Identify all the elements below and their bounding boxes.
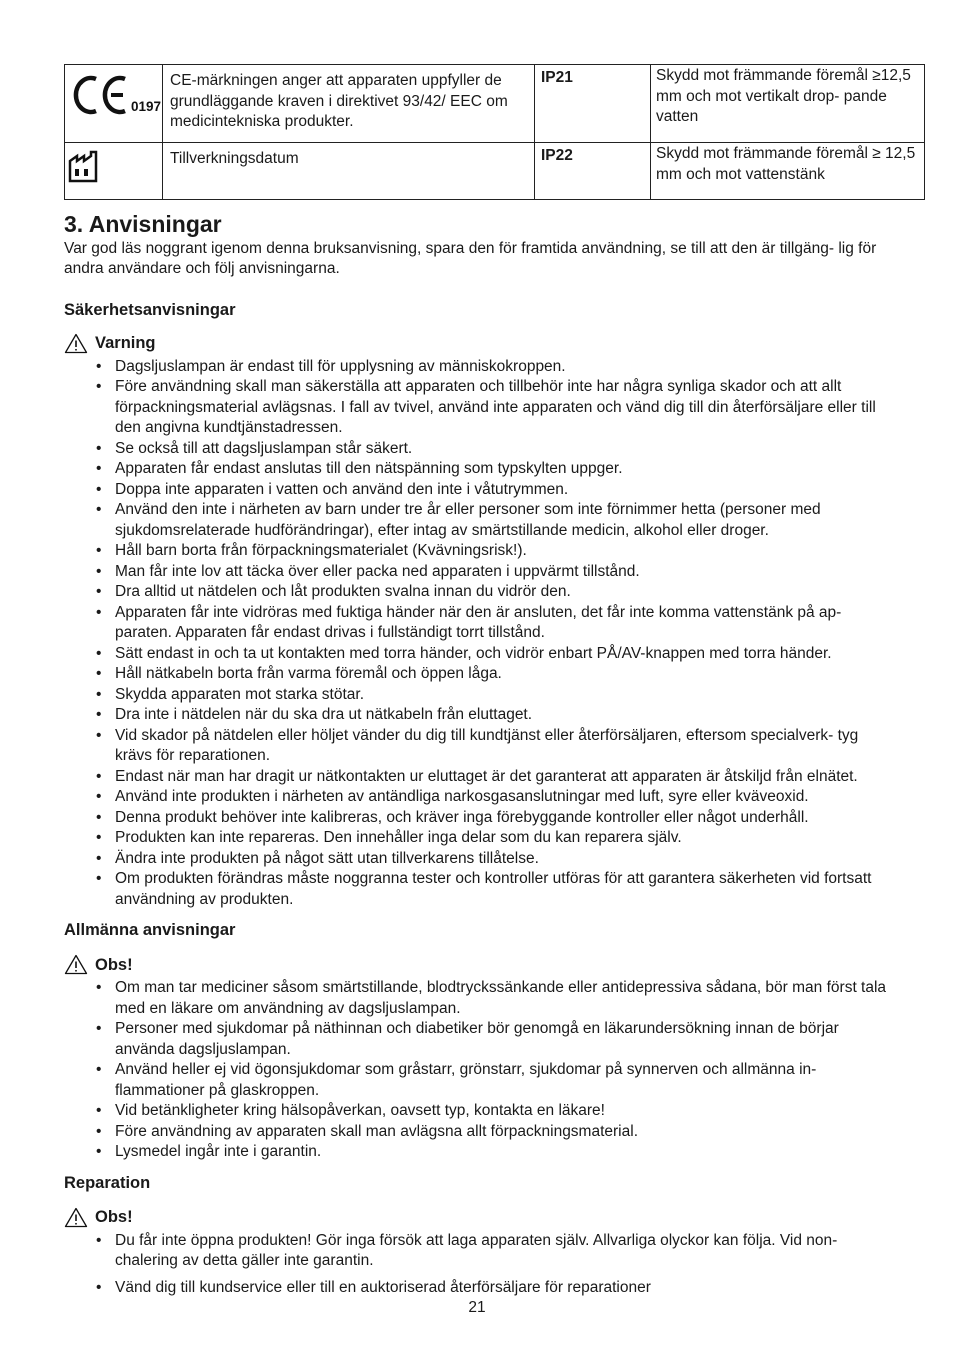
ip-code: IP21 <box>535 65 651 143</box>
list-item: • Dra alltid ut nätdelen och låt produkten svalna innan du vidrör den. <box>64 582 890 603</box>
page-content <box>64 64 916 1298</box>
safety-list <box>64 357 890 911</box>
list-item: • Se också till att dagsljuslampan står säkert. <box>64 439 890 460</box>
list-item: • Apparaten får inte vidröras med fuktiga händer när den är ansluten, det får inte komma vattenstänk på ap- paraten. Apparaten får endast drivas i fullständigt torrt tillstånd. <box>64 603 890 644</box>
list-item: • Doppa inte apparaten i vatten och använd den inte i våtutrymmen. <box>64 480 890 501</box>
ce-description: CE-märkningen anger att apparaten uppfyller de grundläggande kraven i direktivet 93/42/ EEC om medicintekniska produkter. <box>163 65 535 143</box>
list-item: • Vänd dig till kundservice eller till en auktoriserad återförsäljare för reparationer <box>64 1278 890 1299</box>
ce-number: 0197 <box>131 99 162 114</box>
list-item: • Dagsljuslampan är endast till för upplysning av människokroppen. <box>64 357 890 378</box>
list-item: • Håll barn borta från förpackningsmaterialet (Kvävningsrisk!). <box>64 541 890 562</box>
note-label <box>64 1207 890 1228</box>
section-intro: Var god läs noggrant igenom denna bruksanvisning, spara den för framtida användning, se till att den är tillgäng- lig för andra användare och följ anvisningarna. <box>64 239 877 277</box>
list-item: • Håll nätkabeln borta från varma föremål och öppen låga. <box>64 664 890 685</box>
safety-heading: Säkerhetsanvisningar <box>64 300 236 319</box>
general-heading: Allmänna anvisningar <box>64 921 236 939</box>
list-item: • Personer med sjukdomar på näthinnan och diabetiker bör genomgå en läkarundersökning innan de börjar använda dagsljuslampan. <box>64 1019 890 1060</box>
ip-code: IP22 <box>535 143 651 200</box>
note-label-text: Obs! <box>95 955 133 974</box>
list-item: • Om produkten förändras måste noggranna tester och kontroller utföras för att garantera säkerheten vid fortsatt användning av produkten. <box>64 869 890 910</box>
ip-code-description: Skydd mot främmande föremål ≥ 12,5 mm och mot vattenstänk <box>651 143 925 200</box>
list-item: • Lysmedel ingår inte i garantin. <box>64 1142 890 1163</box>
warning-triangle-icon <box>64 333 88 354</box>
list-item: • Du får inte öppna produkten! Gör inga försök att laga apparaten själv. Allvarliga olyckor kan följa. Vid non- chalering av detta gäller inte garantin. <box>64 1231 890 1272</box>
warning-triangle-icon <box>64 1207 88 1228</box>
list-item: • Använd inte produkten i närheten av antändliga narkosgasanslutningar med luft, syre eller kväveoxid. <box>64 787 890 808</box>
list-item: • Dra inte i nätdelen när du ska dra ut nätkabeln från eluttaget. <box>64 705 890 726</box>
list-item: • Produkten kan inte repareras. Den innehåller inga delar som du kan reparera själv. <box>64 828 890 849</box>
list-item: • Endast när man har dragit ur nätkontakten ur eluttaget är det garanterat att apparaten är åtskiljd från elnätet. <box>64 767 890 788</box>
page-number: 21 <box>468 1299 486 1316</box>
repair-list <box>64 1231 890 1299</box>
general-list <box>64 978 890 1163</box>
ce-mark-icon <box>65 65 162 135</box>
symbols-table <box>64 64 925 200</box>
list-item: • Sätt endast in och ta ut kontakten med torra händer, och vidrör enbart PÅ/AV-knappen med torra händer. <box>64 644 890 665</box>
manufacture-date-icon <box>65 143 162 192</box>
manufacture-date-cell <box>65 143 163 200</box>
list-item: • Före användning av apparaten skall man avlägsna allt förpackningsmaterial. <box>64 1122 890 1143</box>
list-item: • Ändra inte produkten på något sätt utan tillverkarens tillåtelse. <box>64 849 890 870</box>
warning-triangle-icon <box>64 954 88 975</box>
list-item: • Vid skador på nätdelen eller höljet vänder du dig till kundtjänst eller återförsäljaren, eftersom specialverk- tyg krävs för reparationen. <box>64 726 890 767</box>
warning-label-text: Varning <box>95 334 156 352</box>
ce-mark-cell <box>65 65 163 143</box>
list-item: • Före användning skall man säkerställa att apparaten och tillbehör inte har några synliga skador och att allt förpackningsmaterial avlägsnas. I fall av tvivel, använd inte apparaten och vänd dig till din återförsäljare eller till den angivna kundtjänstadressen. <box>64 377 890 439</box>
list-item: • Man får inte lov att täcka över eller packa ned apparaten i uppvärmt tillstånd. <box>64 562 890 583</box>
warning-label <box>64 333 890 354</box>
note-label <box>64 954 890 975</box>
table-row <box>65 143 925 200</box>
table-row <box>65 65 925 143</box>
list-item: • Denna produkt behöver inte kalibreras, och kräver inga förebyggande kontroller eller något underhåll. <box>64 808 890 829</box>
list-item: • Använd heller ej vid ögonsjukdomar som gråstarr, grönstarr, sjukdomar på synnerven och allmänna in- flammationer på glaskroppen. <box>64 1060 890 1101</box>
note-label-text: Obs! <box>95 1208 133 1226</box>
ip-code-description: Skydd mot främmande föremål ≥12,5 mm och mot vertikalt drop- pande vatten <box>651 65 925 143</box>
section-title: 3. Anvisningar <box>64 210 222 237</box>
list-item: • Om man tar mediciner såsom smärtstillande, blodtryckssänkande eller antidepressiva sådana, bör man först tala med en läkare om användning av dagsljuslampan. <box>64 978 890 1019</box>
repair-heading: Reparation <box>64 1173 151 1192</box>
manufacture-date-description: Tillverkningsdatum <box>163 143 535 200</box>
list-item: • Apparaten får endast anslutas till den nätspänning som typskylten uppger. <box>64 459 890 480</box>
list-item: • Använd den inte i närheten av barn under tre år eller personer som inte förnimmer hetta (personer med sjukdomsrelaterade hudförändringar), efter intag av smärtstillande medicin, alkohol eller droger. <box>64 500 890 541</box>
list-item: • Vid betänkligheter kring hälsopåverkan, oavsett typ, kontakta en läkare! <box>64 1101 890 1122</box>
list-item: • Skydda apparaten mot starka stötar. <box>64 685 890 706</box>
